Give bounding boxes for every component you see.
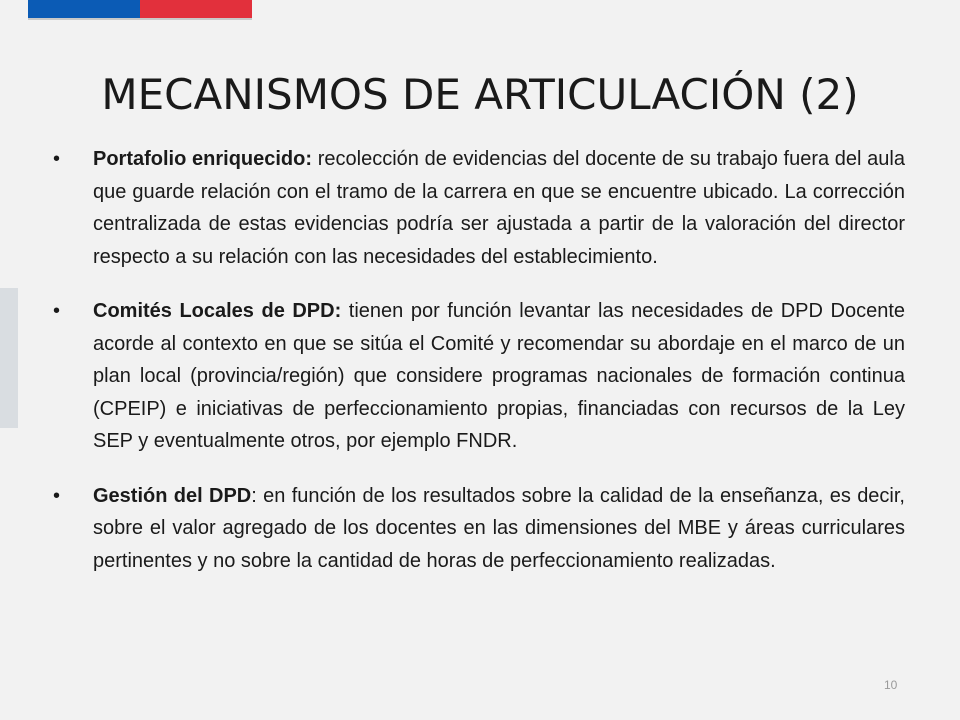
side-tab xyxy=(0,288,18,428)
bullet-item-portafolio xyxy=(53,143,905,273)
page-number: 10 xyxy=(884,678,898,692)
flag-blue-stripe xyxy=(28,0,140,18)
flag-bar xyxy=(28,0,252,18)
bullet-body: : en función de los resultados sobre la calidad de la enseñanza, es decir, sobre el valor agregado de los docentes en las dimensiones del MBE y áreas curriculares pertinentes y no sobre la cantidad de horas de perfeccionamiento realizadas. xyxy=(93,484,905,572)
bullet-dot-icon: • xyxy=(53,484,61,507)
bullet-item-comites xyxy=(53,295,905,458)
flag-underline xyxy=(28,18,252,20)
bullet-dot-icon: • xyxy=(53,148,61,170)
bullet-text xyxy=(93,143,905,273)
flag-red-stripe xyxy=(140,0,252,18)
bullet-body: tienen por función levantar las necesidades de DPD Docente acorde al contexto en que se sitúa el Comité y recomendar su abordaje en el marco de un plan local (provincia/región) que considere programas nacionales de formación continua (CPEIP) e iniciativas de perfeccionamiento propias, financiadas con recursos de la Ley SEP y eventualmente otros, por ejemplo FNDR. xyxy=(93,300,905,452)
slide-title: MECANISMOS DE ARTICULACIÓN (2) xyxy=(101,70,859,119)
bullet-term: Portafolio enriquecido: xyxy=(93,148,313,170)
bullet-text xyxy=(93,295,905,458)
bullet-body: recolección de evidencias del docente de su trabajo fuera del aula que guarde relación con el tramo de la carrera en que se encuentre ubicado. La corrección centralizada de estas evidencias podría ser ajustada a partir de la valoración del director respecto a su relación con las necesidades del establecimiento. xyxy=(93,148,905,268)
bullet-term: Gestión del DPD xyxy=(93,484,252,507)
bullet-list xyxy=(53,143,905,599)
bullet-text xyxy=(93,480,905,578)
bullet-item-gestion xyxy=(53,480,905,578)
bullet-term: Comités Locales de DPD: xyxy=(93,300,342,322)
bullet-dot-icon: • xyxy=(53,300,61,322)
